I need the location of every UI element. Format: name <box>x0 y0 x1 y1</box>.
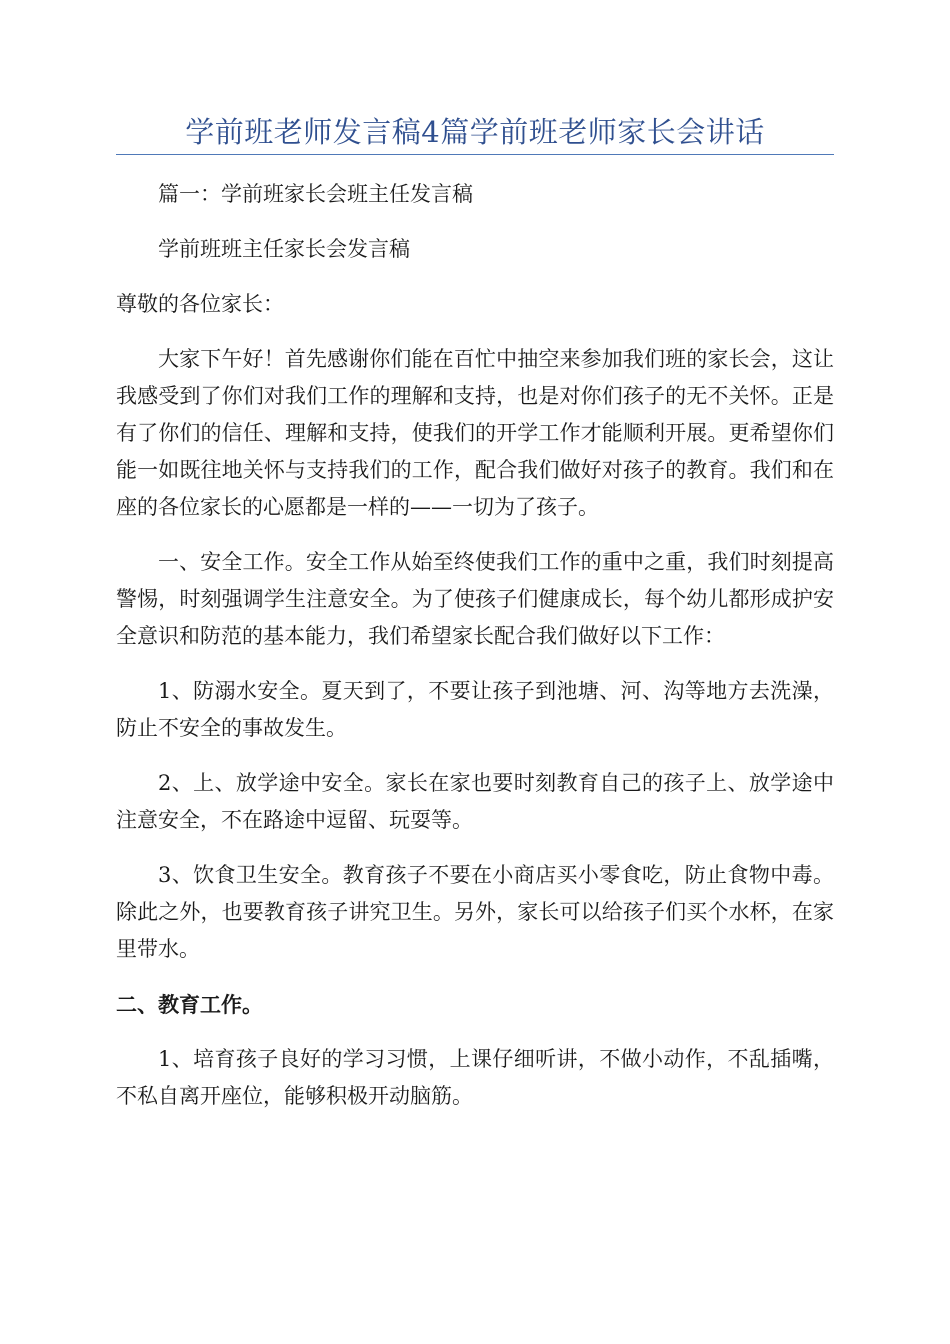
paragraph-safety-item-3: 3、饮食卫生安全。教育孩子不要在小商店买小零食吃，防止食物中毒。除此之外，也要教育孩子讲究卫生。另外，家长可以给孩子们买个水杯，在家里带水。 <box>116 863 834 961</box>
salutation: 尊敬的各位家长： <box>116 292 284 316</box>
subtitle: 学前班班主任家长会发言稿 <box>158 237 410 261</box>
document-title: 学前班老师发言稿4篇学前班老师家长会讲话 <box>185 115 765 149</box>
paragraph-education-item-1: 1、培育孩子良好的学习习惯，上课仔细听讲，不做小动作，不乱插嘴，不私自离开座位，能够积极开动脑筋。 <box>116 1047 834 1108</box>
paragraph-safety-item-2: 2、上、放学途中安全。家长在家也要时刻教育自己的孩子上、放学途中注意安全，不在路途中逗留、玩耍等。 <box>116 771 834 832</box>
title-container <box>116 112 834 152</box>
paragraph-safety: 一、安全工作。安全工作从始至终使我们工作的重中之重，我们时刻提高警惕，时刻强调学生注意安全。为了使孩子们健康成长，每个幼儿都形成护安全意识和防范的基本能力，我们希望家长配合我们做好以下工作： <box>116 550 834 648</box>
section-heading-education: 二、教育工作。 <box>116 992 263 1017</box>
section-heading: 篇一：学前班家长会班主任发言稿 <box>158 182 473 206</box>
paragraph-opening: 大家下午好！首先感谢你们能在百忙中抽空来参加我们班的家长会，这让我感受到了你们对我们工作的理解和支持，也是对你们孩子的无不关怀。正是有了你们的信任、理解和支持，使我们的开学工作才能顺利开展。更希望你们能一如既往地关怀与支持我们的工作，配合我们做好对孩子的教育。我们和在座的各位家长的心愿都是一样的——一切为了孩子。 <box>116 347 834 519</box>
paragraph-safety-item-1: 1、防溺水安全。夏天到了，不要让孩子到池塘、河、沟等地方去洗澡，防止不安全的事故发生。 <box>116 679 834 740</box>
title-underline <box>116 154 834 155</box>
document-body <box>116 176 834 1133</box>
